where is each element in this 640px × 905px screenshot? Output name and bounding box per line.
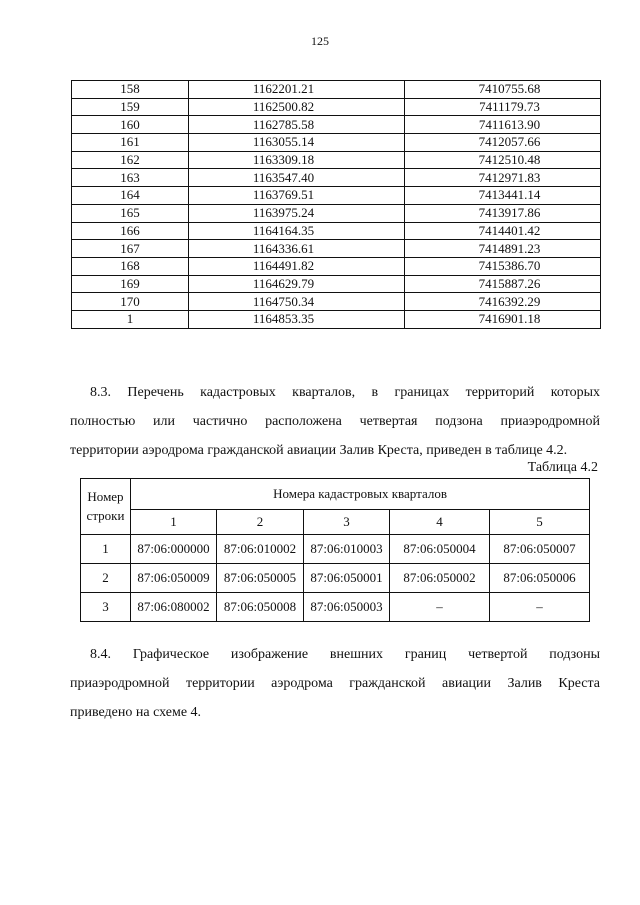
paragraph-8-3-line-1: 8.3. Перечень кадастровых кварталов, в границах территорий которых [90,385,600,400]
y-coordinate-cell: 7414401.42 [405,222,601,240]
point-number-cell: 170 [72,293,189,311]
y-coordinate-cell: 7412057.66 [405,134,601,152]
table-row [72,310,601,328]
paragraph-8-4 [70,640,600,727]
y-coordinate-cell: 7412510.48 [405,151,601,169]
point-number-cell: 168 [72,257,189,275]
point-number-cell: 169 [72,275,189,293]
point-number-cell: 1 [72,310,189,328]
column-number: 4 [390,510,490,535]
x-coordinate-cell: 1163309.18 [189,151,405,169]
point-number-cell: 158 [72,81,189,99]
column-number: 5 [490,510,590,535]
row-number-cell: 3 [81,593,131,622]
paragraph-8-4-line-1: 8.4. Графическое изображение внешних границ четвертой подзоны [90,647,600,662]
point-number-cell: 166 [72,222,189,240]
y-coordinate-cell: 7413917.86 [405,204,601,222]
cadastral-number-cell: 87:06:010003 [304,535,390,564]
cadastral-number-cell: 87:06:000000 [131,535,217,564]
cadastral-number-cell: 87:06:050006 [490,564,590,593]
x-coordinate-cell: 1164491.82 [189,257,405,275]
table-row [72,275,601,293]
x-coordinate-cell: 1162500.82 [189,98,405,116]
paragraph-8-4-line-2: приаэродромной территории аэродрома гражданской авиации Залив Креста [70,676,600,691]
point-number-cell: 165 [72,204,189,222]
cadastral-number-cell: 87:06:050008 [217,593,304,622]
coordinates-table [71,80,601,329]
table-row [81,593,590,622]
point-number-cell: 161 [72,134,189,152]
table-caption: Таблица 4.2 [527,460,598,475]
paragraph-8-3-line-3: территории аэродрома гражданской авиации Залив Креста, приведен в таблице 4.2. [70,443,568,458]
table-row [72,240,601,258]
cadastral-number-cell: – [490,593,590,622]
y-coordinate-cell: 7412971.83 [405,169,601,187]
y-coordinate-cell: 7410755.68 [405,81,601,99]
table-row [72,169,601,187]
x-coordinate-cell: 1164336.61 [189,240,405,258]
y-coordinate-cell: 7414891.23 [405,240,601,258]
x-coordinate-cell: 1164853.35 [189,310,405,328]
y-coordinate-cell: 7413441.14 [405,187,601,205]
x-coordinate-cell: 1162201.21 [189,81,405,99]
paragraph-8-4-line-3: приведено на схеме 4. [70,705,202,720]
paragraph-8-3 [70,378,600,465]
y-coordinate-cell: 7415887.26 [405,275,601,293]
cadastral-group-header: Номера кадастровых кварталов [131,479,590,510]
table-row [81,535,590,564]
cadastral-number-cell: 87:06:050001 [304,564,390,593]
x-coordinate-cell: 1163769.51 [189,187,405,205]
y-coordinate-cell: 7415386.70 [405,257,601,275]
x-coordinate-cell: 1164750.34 [189,293,405,311]
table-row [81,564,590,593]
table-row [72,222,601,240]
point-number-cell: 163 [72,169,189,187]
cadastral-number-cell: 87:06:050005 [217,564,304,593]
table-row [72,204,601,222]
point-number-cell: 164 [72,187,189,205]
cadastral-number-cell: 87:06:050009 [131,564,217,593]
x-coordinate-cell: 1163055.14 [189,134,405,152]
point-number-cell: 167 [72,240,189,258]
cadastral-number-cell: 87:06:050003 [304,593,390,622]
cadastral-number-cell: 87:06:050007 [490,535,590,564]
point-number-cell: 160 [72,116,189,134]
column-number: 3 [304,510,390,535]
table-row [72,257,601,275]
x-coordinate-cell: 1164629.79 [189,275,405,293]
y-coordinate-cell: 7416901.18 [405,310,601,328]
point-number-cell: 162 [72,151,189,169]
cadastral-number-cell: 87:06:010002 [217,535,304,564]
column-number: 1 [131,510,217,535]
x-coordinate-cell: 1163975.24 [189,204,405,222]
x-coordinate-cell: 1164164.35 [189,222,405,240]
cadastral-number-cell: – [390,593,490,622]
row-number-cell: 2 [81,564,131,593]
row-number-cell: 1 [81,535,131,564]
cadastral-number-cell: 87:06:080002 [131,593,217,622]
cadastral-number-cell: 87:06:050002 [390,564,490,593]
x-coordinate-cell: 1162785.58 [189,116,405,134]
column-number: 2 [217,510,304,535]
point-number-cell: 159 [72,98,189,116]
table-row [72,151,601,169]
table-row [72,98,601,116]
cadastral-number-cell: 87:06:050004 [390,535,490,564]
paragraph-8-3-line-2: полностью или частично расположена четвертая подзона приаэродромной [70,414,600,429]
table-row [72,293,601,311]
x-coordinate-cell: 1163547.40 [189,169,405,187]
y-coordinate-cell: 7411179.73 [405,98,601,116]
table-row [72,81,601,99]
row-number-header: Номер строки [81,479,131,535]
y-coordinate-cell: 7411613.90 [405,116,601,134]
table-row [72,116,601,134]
y-coordinate-cell: 7416392.29 [405,293,601,311]
table-row [72,134,601,152]
cadastral-table [80,478,590,622]
table-row [72,187,601,205]
page-number: 125 [311,34,329,48]
